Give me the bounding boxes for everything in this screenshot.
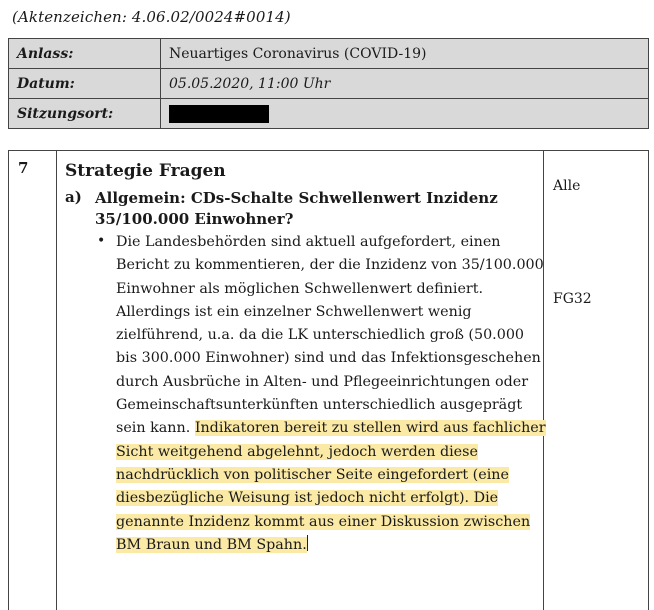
table-border-col1	[56, 151, 57, 610]
datum-label: Datum:	[9, 69, 161, 99]
table-border-left	[8, 151, 9, 610]
responsible-fg32: FG32	[553, 291, 592, 307]
agenda-item-title: Strategie Fragen	[65, 161, 226, 181]
meeting-info-table	[8, 38, 649, 129]
body-text-highlighted: Indikatoren bereit zu stellen wird aus fachlicher Sicht weitgehend abgelehnt, jedoch werden diese nachdrücklich von politischer Seite eingefordert (eine diesbezügliche Weisung ist jedoch nicht erfolgt). Die genannte Inzidenz kommt aus einer Diskussion zwischen BM Braun und BM Spahn.	[116, 420, 546, 553]
sitzungsort-value	[161, 99, 649, 129]
subitem-letter: a)	[65, 188, 82, 206]
agenda-item-number: 7	[18, 159, 29, 177]
table-border-right	[648, 151, 649, 610]
redaction-bar	[169, 105, 269, 123]
agenda-table	[8, 150, 649, 610]
anlass-label: Anlass:	[9, 39, 161, 69]
datum-row	[9, 69, 649, 99]
anlass-value: Neuartiges Coronavirus (COVID-19)	[161, 39, 649, 69]
responsible-all: Alle	[553, 178, 581, 194]
datum-value: 05.05.2020, 11:00 Uhr	[161, 69, 649, 99]
body-text-plain: Die Landesbehörden sind aktuell aufgefordert, einen Bericht zu kommentieren, der die Inzidenz von 35/100.000 Einwohner als möglichen Schwellenwert definiert. Allerdings ist ein einzelner Schwellenwert wenig zielführend, u.a. da die LK unterschiedlich groß (50.000 bis 300.000 Einwohner) sind und das Infektionsgeschehen durch Ausbrüche in Alten- und Pflegeeinrichtungen oder Gemeinschaftsunterkünften unterschiedlich ausgeprägt sein kann.	[116, 234, 544, 437]
reference-number: (Aktenzeichen: 4.06.02/0024#0014)	[12, 8, 291, 26]
sitzungsort-label: Sitzungsort:	[9, 99, 161, 129]
bullet-icon: •	[97, 233, 106, 249]
subitem-title: Allgemein: CDs-Schalte Schwellenwert Inzidenz 35/100.000 Einwohner?	[95, 189, 498, 228]
agenda-item-body	[116, 231, 546, 557]
anlass-row	[9, 39, 649, 69]
text-cursor	[307, 535, 308, 551]
sitzungsort-row	[9, 99, 649, 129]
